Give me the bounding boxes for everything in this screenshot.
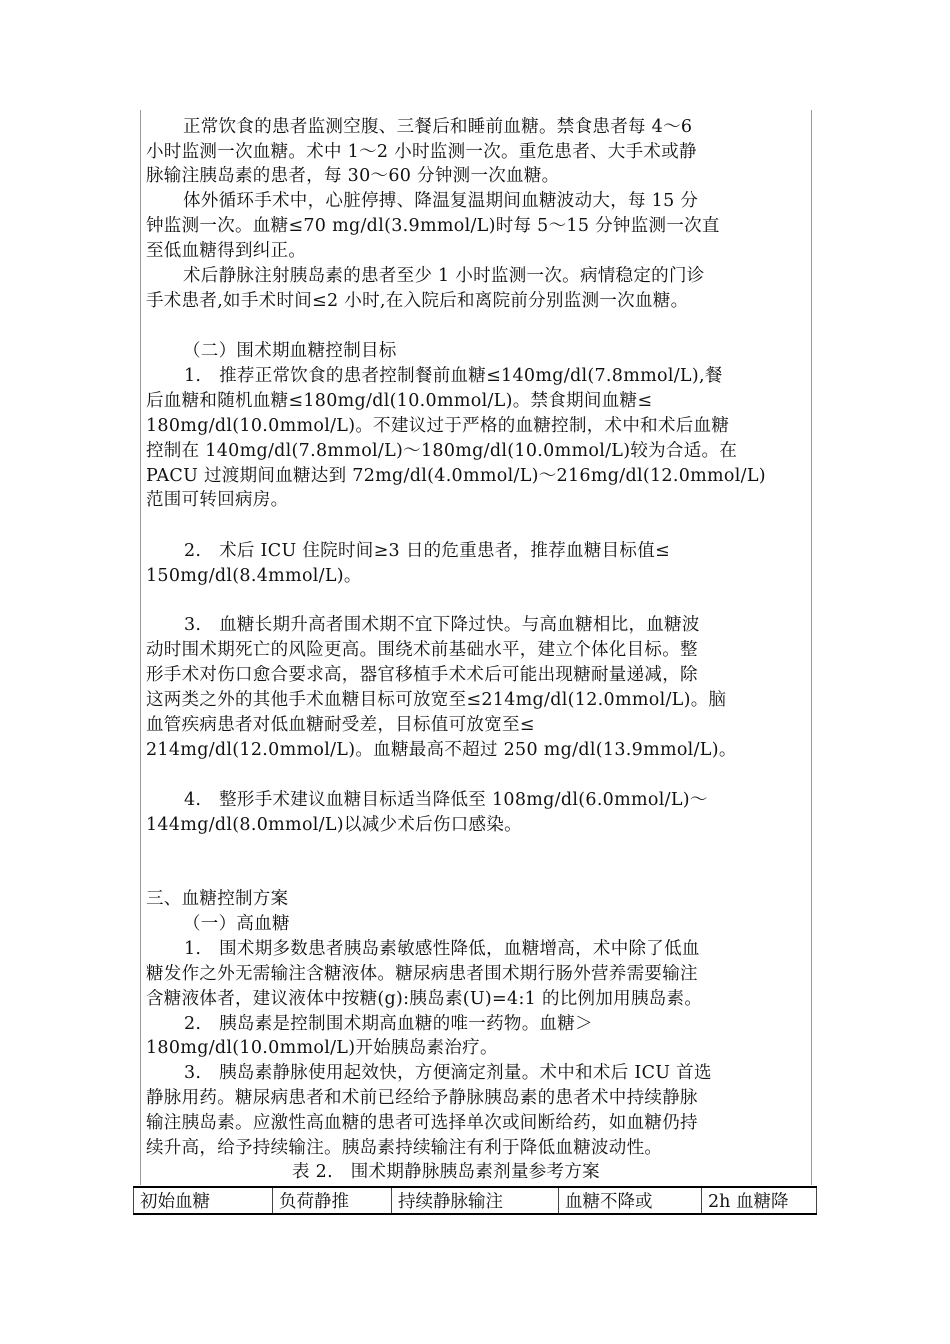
section-heading: 三、血糖控制方案 — [146, 889, 289, 909]
header-cell: 负荷静推 — [273, 1187, 392, 1214]
section-heading: （二）围术期血糖控制目标 — [183, 341, 397, 361]
text-line: 144mg/dl(8.0mmol/L)以减少术后伤口感染。 — [146, 815, 522, 835]
text-line: 1. 围术期多数患者胰岛素敏感性降低，血糖增高，术中除了低血 — [184, 939, 700, 959]
header-cell: 血糖不降或 — [559, 1187, 702, 1214]
text-line: 1. 推荐正常饮食的患者控制餐前血糖≤140mg/dl(7.8mmol/L),餐 — [184, 366, 723, 386]
table-caption: 表 2. 围术期静脉胰岛素剂量参考方案 — [292, 1162, 600, 1182]
text-line: 控制在 140mg/dl(7.8mmol/L)～180mg/dl(10.0mmol/L)较为合适。在 — [146, 441, 738, 461]
text-line: 4. 整形手术建议血糖目标适当降低至 108mg/dl(6.0mmol/L)～ — [184, 790, 708, 810]
text-line: 形手术对伤口愈合要求高，器官移植手术术后可能出现糖耐量递减，除 — [146, 665, 698, 685]
text-line: 脉输注胰岛素的患者，每 30～60 分钟测一次血糖。 — [146, 166, 560, 186]
text-line: 至低血糖得到纠正。 — [146, 241, 307, 261]
text-line: 后血糖和随机血糖≤180mg/dl(10.0mmol/L)。禁食期间血糖≤ — [146, 391, 653, 411]
text-line: 180mg/dl(10.0mmol/L)开始胰岛素治疗。 — [146, 1038, 498, 1058]
text-line: 小时监测一次血糖。术中 1～2 小时监测一次。重危患者、大手术或静 — [146, 142, 697, 162]
table-header-row — [134, 1187, 817, 1214]
text-line: 3. 胰岛素静脉使用起效快，方便滴定剂量。术中和术后 ICU 首选 — [184, 1063, 712, 1083]
dose-table — [133, 1186, 817, 1215]
text-line: 输注胰岛素。应激性高血糖的患者可选择单次或间断给药，如血糖仍持 — [146, 1113, 698, 1133]
text-line: 钟监测一次。血糖≤70 mg/dl(3.9mmol/L)时每 5～15 分钟监测一次直 — [146, 216, 720, 236]
text-line: 体外循环手术中，心脏停搏、降温复温期间血糖波动大，每 15 分 — [183, 191, 699, 211]
text-line: 214mg/dl(12.0mmol/L)。血糖最高不超过 250 mg/dl(13.9mmol/L)。 — [146, 740, 737, 760]
header-cell: 持续静脉输注 — [392, 1187, 559, 1214]
text-line: 范围可转回病房。 — [146, 490, 289, 510]
text-line: 续升高，给予持续输注。胰岛素持续输注有利于降低血糖波动性。 — [146, 1138, 663, 1158]
subsection-heading: （一）高血糖 — [183, 914, 290, 934]
text-line: PACU 过渡期间血糖达到 72mg/dl(4.0mmol/L)～216mg/dl(12.0mmol/L) — [146, 466, 766, 486]
text-line: 动时围术期死亡的风险更高。围绕术前基础水平，建立个体化目标。整 — [146, 640, 698, 660]
header-cell: 2h 血糖降 — [702, 1187, 817, 1214]
text-line: 2. 术后 ICU 住院时间≥3 日的危重患者，推荐血糖目标值≤ — [184, 541, 670, 561]
text-line: 手术患者,如手术时间≤2 小时,在入院后和离院前分别监测一次血糖。 — [146, 291, 689, 311]
text-line: 血管疾病患者对低血糖耐受差，目标值可放宽至≤ — [146, 715, 535, 735]
text-line: 3. 血糖长期升高者围术期不宜下降过快。与高血糖相比，血糖波 — [184, 615, 700, 635]
text-line: 糖发作之外无需输注含糖液体。糖尿病患者围术期行肠外营养需要输注 — [146, 964, 698, 984]
text-line: 含糖液体者，建议液体中按糖(g):胰岛素(U)=4:1 的比例加用胰岛素。 — [146, 989, 703, 1009]
text-line: 180mg/dl(10.0mmol/L)。不建议过于严格的血糖控制，术中和术后血糖 — [146, 416, 730, 436]
text-line: 这两类之外的其他手术血糖目标可放宽至≤214mg/dl(12.0mmol/L)。脑 — [146, 690, 727, 710]
header-cell: 初始血糖 — [134, 1187, 273, 1214]
text-line: 术后静脉注射胰岛素的患者至少 1 小时监测一次。病情稳定的门诊 — [183, 266, 705, 286]
text-line: 150mg/dl(8.4mmol/L)。 — [146, 566, 362, 586]
text-line: 正常饮食的患者监测空腹、三餐后和睡前血糖。禁食患者每 4～6 — [183, 117, 693, 137]
text-line: 2. 胰岛素是控制围术期高血糖的唯一药物。血糖＞ — [184, 1014, 593, 1034]
text-line: 静脉用药。糖尿病患者和术前已经给予静脉胰岛素的患者术中持续静脉 — [146, 1088, 698, 1108]
